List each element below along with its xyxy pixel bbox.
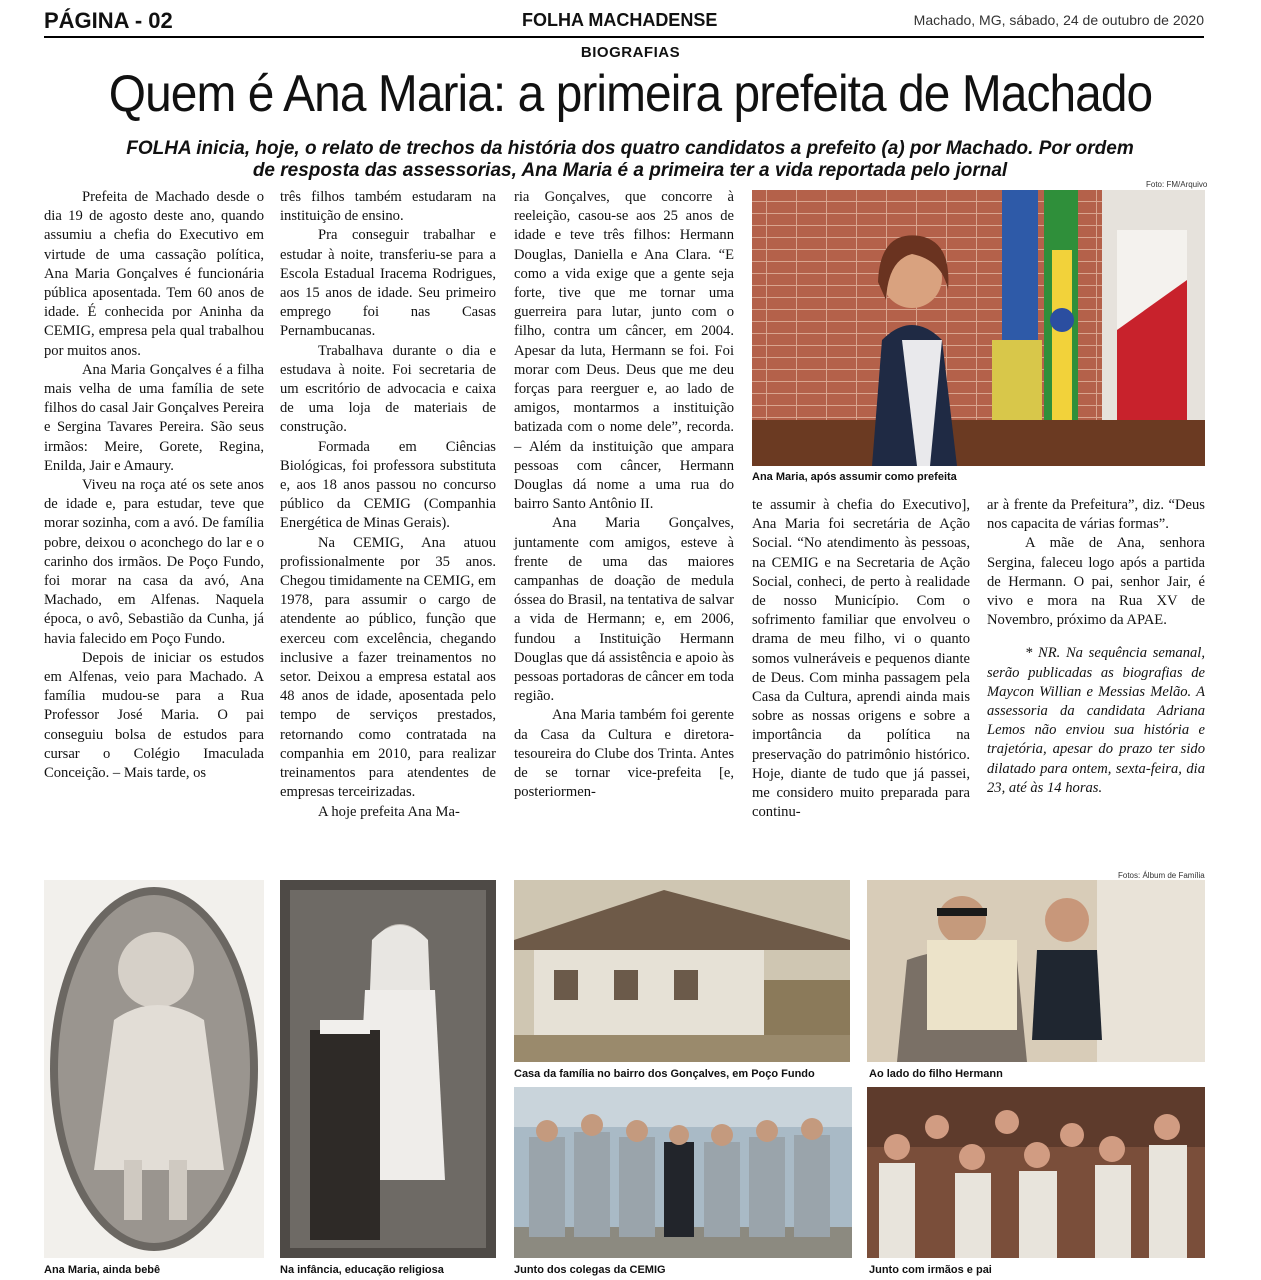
section-label: BIOGRAFIAS — [580, 44, 681, 61]
newspaper-name: FOLHA MACHADENSE — [522, 10, 718, 30]
baby-illustration — [44, 880, 264, 1258]
paragraph: Viveu na roça até os sete anos de idade e, para estudar, teve que morar sozinha, com a avó. De família pobre, deixou o aconchego do lar e o carinho dos irmãos. De Poço Fundo, foi morar na casa da avó, Ana Machado, em Alfenas. Naquela época, o avô, Sebastião da Cunha, já havia falecido em Poço Fundo. — [44, 477, 264, 647]
paragraph: Ana Maria também foi gerente da Casa da Cultura e diretora-tesoureira do Clube dos Trinta. Antes de se tornar vice-prefeita [e, posteriormen- — [514, 707, 734, 801]
photo-caption: Casa da família no bairro dos Gonçalves, em Poço Fundo — [514, 1068, 815, 1080]
article-column-3 — [514, 188, 734, 803]
baby-photo — [44, 880, 264, 1258]
photo-caption: Ana Maria, após assumir como prefeita — [752, 471, 957, 483]
family-group-photo — [867, 1087, 1205, 1258]
son-illustration — [867, 880, 1205, 1062]
photo-credit: Foto: FM/Arquivo — [1146, 180, 1208, 189]
paragraph: A mãe de Ana, senhora Sergina, faleceu logo após a partida de Hermann. O pai, senhor Jair, é vivo e mora na Rua XV de Novembro, próximo da APAE. — [987, 535, 1205, 629]
house-illustration — [514, 880, 850, 1062]
cemig-colleagues-photo — [514, 1087, 852, 1258]
page-number: PÁGINA - 02 — [44, 8, 173, 33]
paragraph: Depois de iniciar os estudos em Alfenas, veio para Machado. A família mudou-se para a Rua Professor José Maria. O pai conseguiu bolsa de estudos para cursar o Colégio Imaculada Conceição. – Mais tarde, os — [44, 649, 264, 782]
photo-caption: Na infância, educação religiosa — [280, 1264, 444, 1276]
headline: Quem é Ana Maria: a primeira prefeita de Machado — [108, 65, 1153, 123]
subheadline-line: FOLHA inicia, hoje, o relato de trechos da história dos quatro candidatos a prefeito (a) por Machado. Por ordem — [126, 138, 1134, 159]
paragraph: Pra conseguir trabalhar e estudar à noite, transferiu-se para a Escola Estadual Iracema Rodrigues, aos 15 anos de idade. Seu primeiro emprego foi nas Casas Pernambucanas. — [280, 227, 496, 340]
paragraph: te assumir à chefia do Executivo], Ana Maria foi secretária de Ação Social. “No atendimento às pessoas, na CEMIG e na Secretaria de Ação Social, conheci, de perto à realidade de nosso Município. Com o sofrimento familiar que envolveu o drama de meu filho, vi o quanto somos vulneráveis e pequenos diante de Deus. Com minha passagem pela Casa da Cultura, aprendi ainda mais sobre as nossas origens e sobre a importância da política na preservação do patrimônio histórico. Hoje, diante de tudo que já passei, me considero muito preparada para continu- — [752, 497, 970, 821]
photo-credit: Fotos: Álbum de Família — [1118, 871, 1205, 880]
portrait-illustration — [752, 190, 1205, 466]
family-house-photo — [514, 880, 850, 1062]
dateline: Machado, MG, sábado, 24 de outubro de 2020 — [913, 12, 1204, 28]
main-portrait-photo — [752, 190, 1205, 466]
son-photo — [867, 880, 1205, 1062]
photo-caption: Ana Maria, ainda bebê — [44, 1264, 161, 1276]
childhood-illustration — [280, 880, 496, 1258]
cemig-illustration — [514, 1087, 852, 1258]
paragraph: Ana Maria Gonçalves é a filha mais velha de uma família de sete filhos do casal Jair Gonçalves Pereira e Sergina Tavares Pereira. São seus irmãos: Meire, Gorete, Regina, Enilda, Jair e Amaury. — [44, 361, 264, 474]
masthead-rule — [44, 36, 1204, 38]
editor-note: * NR. Na sequência semanal, serão publicadas as biografias de Maycon Willian e Messias Melão. A assessoria da candidata Adriana Lemos não enviou sua história e trajetória, apesar do prazo ter sido dilatado para ontem, sexta-feira, dia 23, até às 14 horas. — [987, 645, 1205, 796]
article-column-5 — [987, 496, 1205, 798]
paragraph: Na CEMIG, Ana atuou profissionalmente por 35 anos. Chegou timidamente na CEMIG, em 1978, para assumir o cargo de atendente ao público, função que exerceu com excelência, chegando inclusive a fazer treinamentos no setor. Deixou a empresa estatal aos 48 anos de idade, aposentada pelo tempo de serviços prestados, retornando como contratada na companhia em 2010, para realizar treinamentos para atendentes de empresas terceirizadas. — [280, 534, 496, 801]
paragraph: Trabalhava durante o dia e estudava à noite. Foi secretaria de um escritório de advocacia e caixa de uma loja de materiais de construção. — [280, 342, 496, 436]
article-column-4 — [752, 496, 970, 822]
subheadline — [50, 138, 1210, 182]
childhood-photo — [280, 880, 496, 1258]
paragraph: ar à frente da Prefeitura”, diz. “Deus nos capacita de várias formas”. — [987, 497, 1205, 533]
article-column-1 — [44, 188, 264, 783]
paragraph: Ana Maria Gonçalves, juntamente com amigos, esteve à frente de uma das maiores campanhas de doação de medula óssea do Brasil, na tentativa de salvar a vida de Hermann; e, em 2006, fundou a Instituição Hermann Douglas que dá assistência e apoio às pessoas portadoras de câncer em toda região. — [514, 515, 734, 705]
paragraph: A hoje prefeita Ana Ma- — [318, 803, 460, 820]
family-illustration — [867, 1087, 1205, 1258]
paragraph: três filhos também estudaram na instituição de ensino. — [280, 189, 496, 225]
paragraph: ria Gonçalves, que concorre à reeleição, casou-se aos 25 anos de idade e teve três filhos: Hermann Douglas, Daniella e Ana Clara. “E como a vida exige que a gente seja forte, tive que me tornar uma guerreira para lutar, junto com o filho, contra um câncer, em 2004. Apesar da luta, Hermann se foi. Foi morar com Deus. Deus que me deu forças para reerguer e, ao lado de amigos, montarmos a instituição batizada com o nome dele”, recorda. – Além da instituição que ampara pessoas com câncer, Hermann Douglas dá nome a uma rua do bairro Santo Antônio II. — [514, 189, 734, 513]
subheadline-line: de resposta das assessorias, Ana Maria é a primeira ter a vida reportada pelo jornal — [252, 160, 1008, 181]
paragraph: Prefeita de Machado desde o dia 19 de agosto deste ano, quando assumiu a chefia do Executivo em virtude de uma cassação política, Ana Maria Gonçalves é funcionária pública aposentada. Tem 60 anos de idade. É conhecida por Aninha da CEMIG, empresa pela qual trabalhou por muitos anos. — [44, 189, 264, 359]
article-column-2 — [280, 188, 496, 822]
paragraph: Formada em Ciências Biológicas, foi professora substituta e, aos 18 anos passou no concurso público da CEMIG (Companhia Energética de Minas Gerais). — [280, 438, 496, 532]
photo-caption: Junto com irmãos e pai — [869, 1264, 992, 1276]
masthead — [44, 8, 1204, 38]
photo-caption: Ao lado do filho Hermann — [869, 1068, 1003, 1080]
photo-caption: Junto dos colegas da CEMIG — [514, 1264, 666, 1276]
